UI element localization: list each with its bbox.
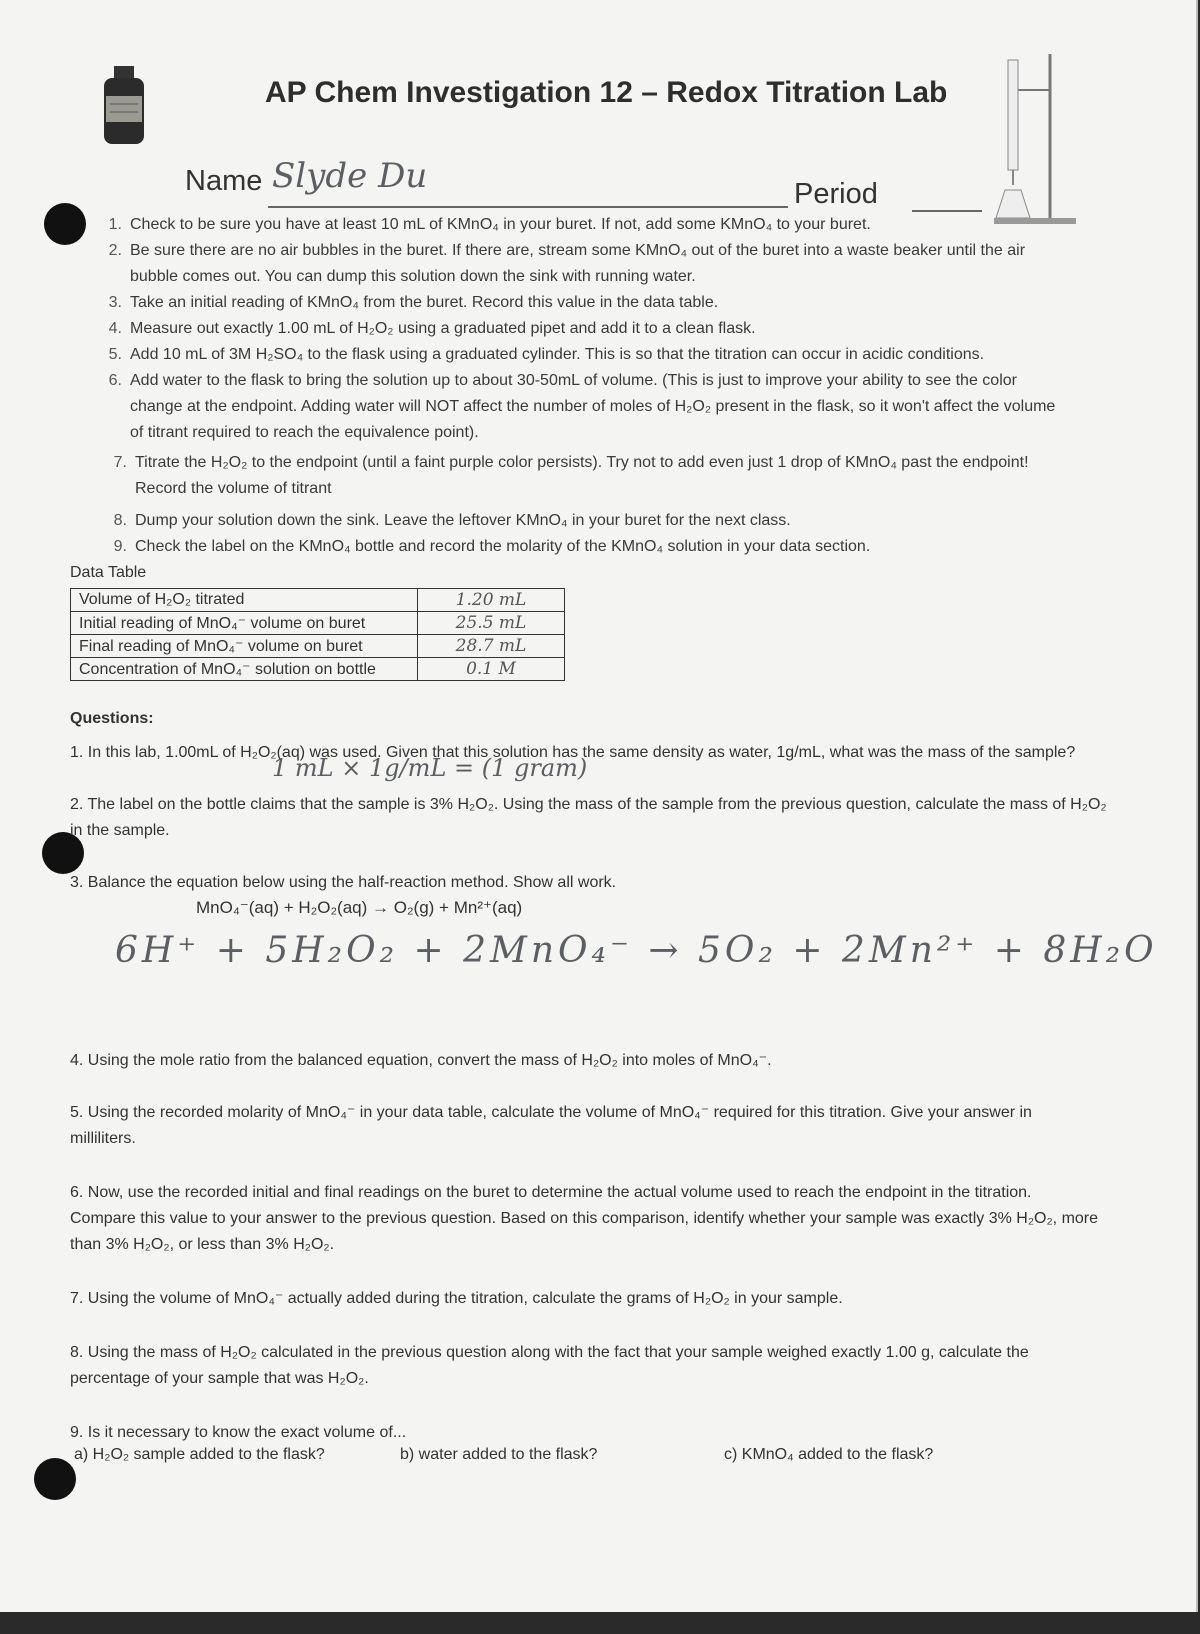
procedure-step: 8. Dump your solution down the sink. Leave the leftover KMnO₄ in your buret for the next class.: [113, 512, 791, 529]
answer-3-handwritten[interactable]: 6H⁺ + 5H₂O₂ + 2MnO₄⁻ → 5O₂ + 2Mn²⁺ + 8H₂O: [115, 930, 1158, 971]
table-row: Concentration of MnO₄⁻ solution on bottle 0.1 M: [71, 658, 565, 681]
questions-heading: Questions:: [70, 710, 154, 727]
buret-stand-icon: [990, 50, 1080, 230]
procedure-step: 1. Check to be sure you have at least 10 mL of KMnO₄ in your buret. If not, add some KMnO₄ to your buret.: [108, 216, 871, 233]
kmno4-bottle-icon: [100, 66, 148, 146]
procedure-step: 3. Take an initial reading of KMnO₄ from the buret. Record this value in the data table.: [108, 294, 719, 311]
question-3: 3. Balance the equation below using the half-reaction method. Show all work.: [70, 874, 617, 891]
table-row: Volume of H₂O₂ titrated 1.20 mL: [71, 589, 565, 612]
question-5: 5. Using the recorded molarity of MnO₄⁻ in your data table, calculate the volume of MnO₄⁻ required for this titration. Give your answer in milliliters.: [70, 1104, 1032, 1147]
question-9-option-c: c) KMnO₄ added to the flask?: [724, 1446, 934, 1463]
answer-1-handwritten[interactable]: 1 mL × 1g/mL = (1 gram): [272, 754, 588, 782]
procedure-step: 5. Add 10 mL of 3M H₂SO₄ to the flask using a graduated cylinder. This is so that the titration can occur in acidic conditions.: [108, 346, 985, 363]
question-7: 7. Using the volume of MnO₄⁻ actually added during the titration, calculate the grams of H₂O₂ in your sample.: [70, 1290, 843, 1307]
binder-hole-icon: [34, 1458, 76, 1500]
data-table: [70, 588, 565, 681]
question-1: 1. In this lab, 1.00mL of H₂O₂(aq) was used. Given that this solution has the same density as water, 1g/mL, what was the mass of the sample?: [70, 744, 1076, 761]
procedure-step: 2. Be sure there are no air bubbles in the buret. If there are, stream some KMnO₄ out of the buret into a waste beaker until the air bubble comes out. You can dump this solution down the sink with running water.: [108, 242, 1026, 285]
page-title: AP Chem Investigation 12 – Redox Titration Lab: [265, 76, 948, 109]
procedure-step: 6. Add water to the flask to bring the solution up to about 30-50mL of volume. (This is just to improve your ability to see the color change at the endpoint. Adding water will NOT affect the number of moles of H₂O₂ present in the flask, so it won't affect the volume of titrant required to reach the equivalence point).: [108, 372, 1056, 441]
table-row: Initial reading of MnO₄⁻ volume on buret 25.5 mL: [71, 612, 565, 635]
procedure-step: 7. Titrate the H₂O₂ to the endpoint (until a faint purple color persists). Try not to add even just 1 drop of KMnO₄ past the endpoint! Record the volume of titrant: [113, 454, 1029, 497]
question-9-option-b: b) water added to the flask?: [400, 1446, 598, 1463]
binder-hole-icon: [44, 203, 86, 245]
name-underline: [268, 206, 788, 208]
question-2: 2. The label on the bottle claims that the sample is 3% H₂O₂. Using the mass of the sample from the previous question, calculate the mass of H₂O₂ in the sample.: [70, 796, 1107, 839]
procedure-step: 4. Measure out exactly 1.00 mL of H₂O₂ using a graduated pipet and add it to a clean flask.: [108, 320, 756, 337]
question-8: 8. Using the mass of H₂O₂ calculated in the previous question along with the fact that your sample weighed exactly 1.00 g, calculate the percentage of your sample that was H₂O₂.: [70, 1344, 1029, 1387]
question-4: 4. Using the mole ratio from the balanced equation, convert the mass of H₂O₂ into moles of MnO₄⁻.: [70, 1052, 772, 1069]
table-row: Final reading of MnO₄⁻ volume on buret 28.7 mL: [71, 635, 565, 658]
question-9-option-a: a) H₂O₂ sample added to the flask?: [74, 1446, 325, 1463]
period-label: Period: [794, 178, 878, 210]
name-value[interactable]: Slyde Du: [272, 156, 428, 196]
redox-equation: MnO₄⁻(aq) + H₂O₂(aq) → O₂(g) + Mn²⁺(aq): [196, 898, 523, 917]
procedure-step: 9. Check the label on the KMnO₄ bottle and record the molarity of the KMnO₄ solution in your data section.: [113, 538, 871, 555]
name-label: Name: [185, 165, 263, 197]
question-6: 6. Now, use the recorded initial and final readings on the buret to determine the actual volume used to reach the endpoint in the titration. Compare this value to your answer to the previous question. Based on this comparison, identify whether your sample was exactly 3% H₂O₂, more than 3% H₂O₂, or less than 3% H₂O₂.: [70, 1184, 1099, 1253]
question-9: 9. Is it necessary to know the exact volume of...: [70, 1424, 407, 1441]
data-table-heading: Data Table: [70, 564, 147, 581]
